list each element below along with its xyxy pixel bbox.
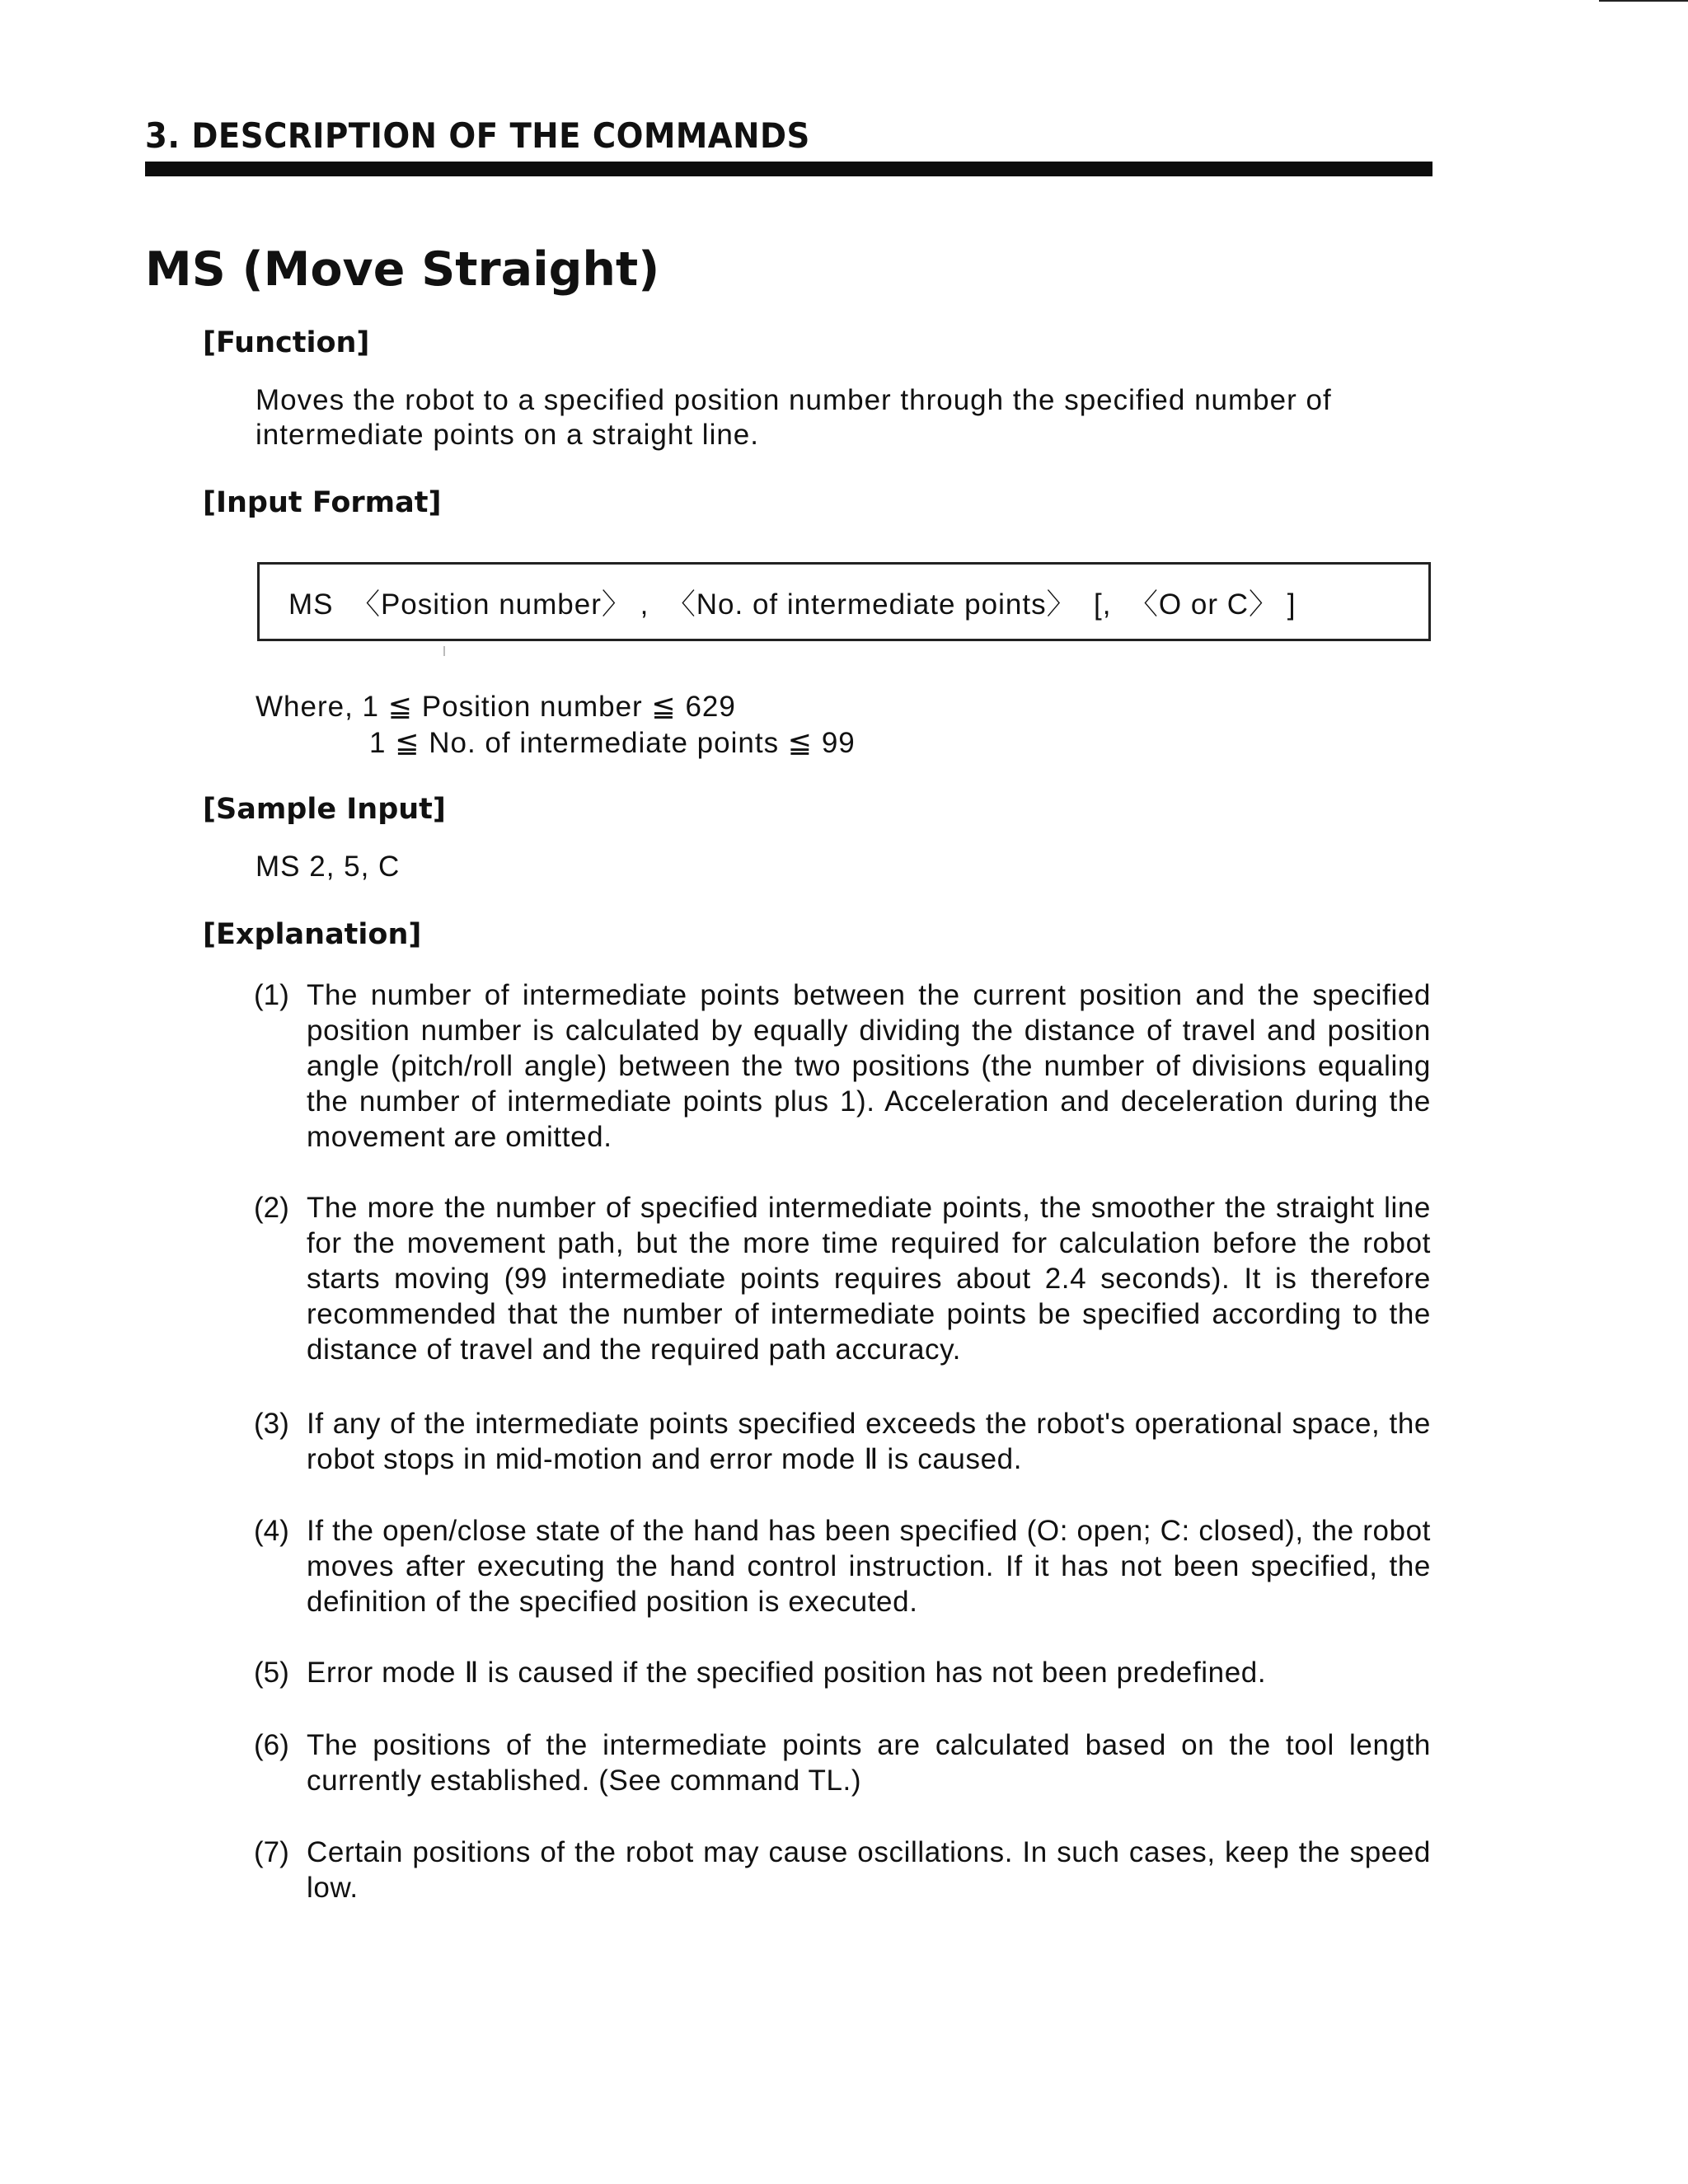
item-text: Certain positions of the robot may cause oscillations. In such cases, keep the speed low. <box>307 1836 1431 1904</box>
item-number: (6) <box>254 1729 289 1761</box>
chapter-title: 3. DESCRIPTION OF THE COMMANDS <box>145 115 810 156</box>
where-line2: 1 ≦ No. of intermediate points ≦ 99 <box>369 727 856 759</box>
command-title: MS (Move Straight) <box>145 242 660 297</box>
item-number: (1) <box>254 979 289 1011</box>
function-heading: [Function] <box>203 326 370 359</box>
sample-input-heading: [Sample Input] <box>203 793 446 826</box>
scan-mark <box>443 646 445 656</box>
function-text-line2: intermediate points on a straight line. <box>256 419 759 451</box>
sample-input-text: MS 2, 5, C <box>256 851 401 883</box>
item-number: (3) <box>254 1408 289 1440</box>
item-text: The positions of the intermediate points are calculated based on the tool length currently established. (See command TL.) <box>307 1729 1431 1797</box>
input-format-syntax: MS 〈Position number〉 , 〈No. of intermediate points〉 [, 〈O or C〉 ] <box>288 588 1296 621</box>
item-number: (5) <box>254 1657 289 1689</box>
item-text: The number of intermediate points between the current position and the specified position number is calculated by equally dividing the distance of travel and position angle (pitch/roll angle) between the two positions (the number of divisions equaling the number of intermediate points plus 1). Acceleration and deceleration during the movement are omitted. <box>307 979 1431 1153</box>
input-format-heading: [Input Format] <box>203 486 442 519</box>
where-line1: Where, 1 ≦ Position number ≦ 629 <box>256 691 736 723</box>
input-format-box <box>257 562 1431 641</box>
chapter-rule <box>145 162 1432 176</box>
explanation-heading: [Explanation] <box>203 918 422 951</box>
function-text-line1: Moves the robot to a specified position number through the specified number of <box>256 384 1332 416</box>
item-text: If the open/close state of the hand has been specified (O: open; C: closed), the robot moves after executing the hand control instruction. If it has not been specified, the definition of the specified position is executed. <box>307 1515 1431 1618</box>
item-text: If any of the intermediate points specified exceeds the robot's operational space, the robot stops in mid-motion and error mode Ⅱ is caused. <box>307 1408 1431 1475</box>
item-text: The more the number of specified intermediate points, the smoother the straight line for the movement path, but the more time required for calculation before the robot starts moving (99 intermediate points requires about 2.4 seconds). It is therefore recommended that the number of intermediate points be specified according to the distance of travel and the required path accuracy. <box>307 1192 1431 1366</box>
item-text: Error mode Ⅱ is caused if the specified position has not been predefined. <box>307 1657 1267 1689</box>
corner-rule <box>1599 0 1688 2</box>
item-number: (7) <box>254 1836 289 1868</box>
item-number: (2) <box>254 1192 289 1224</box>
item-number: (4) <box>254 1515 289 1547</box>
